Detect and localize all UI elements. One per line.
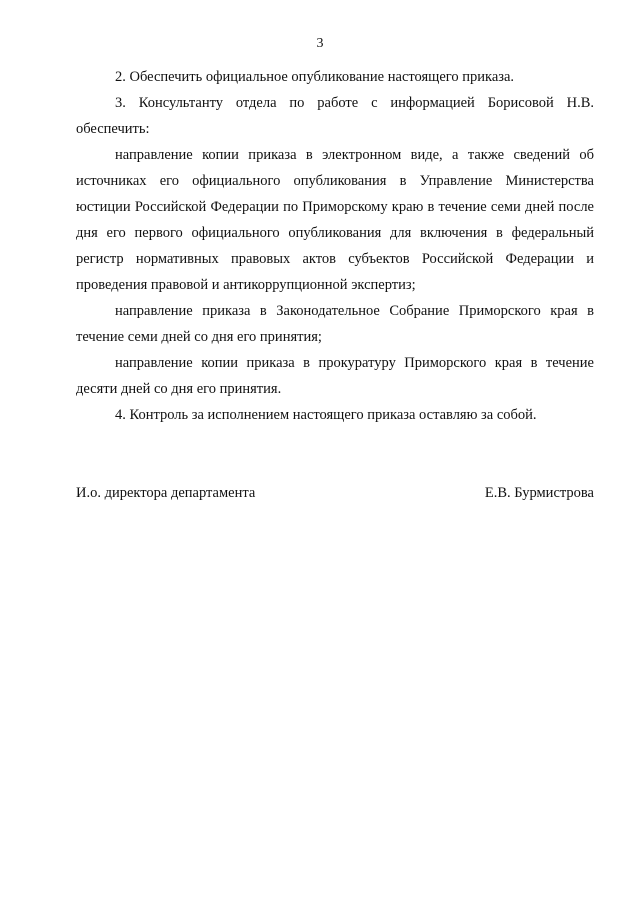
paragraph-publication: 2. Обеспечить официальное опубликование настоящего приказа.	[115, 69, 515, 85]
paragraph-ministry-justice: направление копии приказа в электронном виде, а также сведений об источниках его официального опубликования в Управление Министерства юстиции Российской Федерации по Приморскому краю в течение семи дней после дня его первого официального опубликования для включения в федеральный регистр нормативных правовых актов субъектов Российской Федерации и проведения правовой и антикоррупционной экспертиз;	[76, 147, 594, 293]
signatory-position: И.о. директора департамента	[76, 485, 256, 501]
paragraph-consultant: 3. Консультанту отдела по работе с информацией Борисовой Н.В. обеспечить:	[76, 95, 594, 137]
paragraph-legislative-assembly: направление приказа в Законодательное Собрание Приморского края в течение семи дней со дня его принятия;	[76, 303, 594, 345]
document-body	[76, 64, 594, 428]
page-number: 3	[316, 36, 324, 51]
paragraph-prosecutor: направление копии приказа в прокуратуру Приморского края в течение десяти дней со дня его принятия.	[76, 355, 594, 397]
paragraph-control: 4. Контроль за исполнением настоящего приказа оставляю за собой.	[115, 407, 537, 423]
signatory-name: Е.В. Бурмистрова	[484, 485, 594, 501]
signature-block	[76, 482, 594, 504]
